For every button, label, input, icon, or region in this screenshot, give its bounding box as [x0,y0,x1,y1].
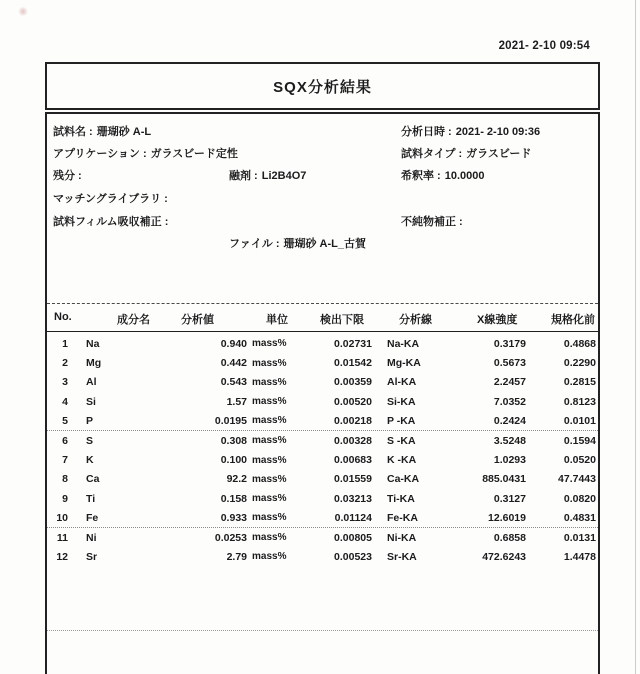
matching-library-field [53,190,172,206]
cell-no: 7 [62,454,68,467]
cell-intensity: 1.0293 [493,454,526,467]
cell-line: Al-KA [387,376,417,389]
cell-element: Ni [86,531,97,544]
sample-type-label: 試料タイプ : [401,148,463,160]
impurity-correction-field [401,213,467,229]
cell-unit: mass% [252,376,287,388]
table-row [47,431,598,450]
cell-line: Ni-KA [387,531,417,544]
cell-lld: 0.00328 [334,434,372,447]
dilution-rate-field [401,167,485,183]
col-header-intensity: X線強度 [477,314,518,326]
cell-no: 9 [62,492,68,505]
cell-element: Sr [86,550,98,563]
cell-norm: 0.0820 [563,492,596,505]
cell-value: 0.933 [220,511,247,524]
cell-unit: mass% [252,493,287,505]
cell-element: Al [86,376,97,389]
table-row [47,547,598,566]
film-absorption-label: 試料フィルム吸収補正 : [53,216,169,228]
cell-no: 4 [62,395,68,408]
cell-norm: 1.4478 [563,550,596,563]
report-title: SQX分析結果 [273,78,372,96]
cell-no: 10 [56,511,68,524]
cell-intensity: 0.5673 [493,357,526,370]
cell-intensity: 472.6243 [482,550,526,563]
col-header-no: No. [54,311,72,323]
cell-unit: mass% [252,338,287,350]
dilution-rate-label: 希釈率 : [401,170,441,182]
cell-no: 8 [62,473,68,486]
cell-norm: 0.2290 [563,357,596,370]
cell-norm: 0.4831 [563,511,596,524]
application-label: アプリケーション : [53,148,147,160]
cell-value: 0.442 [220,357,247,370]
cell-unit: mass% [252,415,287,427]
cell-norm: 0.0520 [563,454,596,467]
cell-value: 0.0195 [214,414,247,427]
sample-type-value: ガラスビード [466,148,532,160]
flux-label: 融剤 : [229,170,258,182]
cell-lld: 0.00683 [334,454,372,467]
application-field [53,145,238,161]
cell-no: 3 [62,376,68,389]
application-value: ガラスビード定性 [150,148,238,160]
info-line [47,167,598,183]
cell-intensity: 2.2457 [493,376,526,389]
cell-unit: mass% [252,532,287,544]
cell-no: 1 [62,337,68,350]
sample-type-field [401,145,531,161]
col-header-value: 分析値 [181,314,214,326]
cell-element: Ti [86,492,96,505]
cell-no: 6 [62,434,68,447]
cell-intensity: 0.3179 [493,337,526,350]
table-row [47,528,598,547]
cell-lld: 0.00359 [334,376,372,389]
table-row [47,334,598,353]
cell-no: 2 [62,357,68,370]
info-line [47,235,598,251]
cell-element: Ca [86,473,100,486]
cell-unit: mass% [252,551,287,563]
file-value: 珊瑚砂 A-L_古賀 [283,238,366,250]
cell-intensity: 3.5248 [493,434,526,447]
cell-lld: 0.00520 [334,395,372,408]
col-header-unit: 単位 [266,314,288,326]
analysis-datetime-value: 2021- 2-10 09:36 [455,126,541,138]
file-field [229,235,366,251]
analysis-datetime-label: 分析日時 : [401,126,452,138]
cell-line: Fe-KA [387,511,418,524]
cell-lld: 0.00523 [334,550,372,563]
cell-element: S [86,434,94,447]
cell-element: Fe [86,511,99,524]
col-header-line: 分析線 [399,314,432,326]
cell-unit: mass% [252,357,287,369]
cell-element: P [86,414,94,427]
col-header-component: 成分名 [117,314,150,326]
cell-intensity: 7.0352 [493,395,526,408]
sample-name-value: 珊瑚砂 A-L [96,126,152,138]
footer-dotted-line [47,630,598,631]
cell-norm: 0.0101 [563,414,596,427]
cell-unit: mass% [252,435,287,447]
table-row [47,353,598,372]
cell-unit: mass% [252,454,287,466]
flux-field [229,167,306,183]
cell-intensity: 0.6858 [493,531,526,544]
report-title-box [45,62,600,110]
dilution-rate-value: 10.0000 [444,170,485,182]
cell-value: 0.543 [220,376,247,389]
cell-element: Si [86,395,96,408]
table-row [47,470,598,489]
cell-intensity: 0.2424 [493,414,526,427]
cell-unit: mass% [252,396,287,408]
cell-norm: 0.1594 [563,434,596,447]
cell-line: K -KA [387,454,417,467]
cell-line: Sr-KA [387,550,417,563]
cell-value: 0.940 [220,337,247,350]
table-row [47,489,598,508]
cell-norm: 47.7443 [558,473,596,486]
sample-name-field [53,123,151,139]
cell-element: K [86,454,94,467]
film-absorption-field [53,213,172,229]
report-body-box [45,112,600,674]
cell-intensity: 12.6019 [488,511,526,524]
cell-lld: 0.01559 [334,473,372,486]
analysis-datetime-field [401,123,540,139]
cell-value: 0.158 [220,492,247,505]
table-body [47,334,598,567]
cell-value: 0.100 [220,454,247,467]
table-row [47,392,598,411]
residue-label: 残分 : [53,170,82,182]
table-row [47,509,598,528]
cell-no: 11 [56,531,68,544]
table-header-row [47,303,598,332]
cell-lld: 0.00805 [334,531,372,544]
info-line [47,123,598,139]
cell-intensity: 0.3127 [493,492,526,505]
file-label: ファイル : [229,238,280,250]
cell-element: Mg [86,357,102,370]
cell-line: Ca-KA [387,473,420,486]
cell-value: 0.0253 [214,531,247,544]
cell-line: P -KA [387,414,416,427]
sample-name-label: 試料名 : [53,126,93,138]
print-timestamp: 2021- 2-10 09:54 [498,40,590,52]
cell-value: 0.308 [220,434,247,447]
red-pen-mark [18,7,28,16]
cell-element: Na [86,337,100,350]
cell-line: Mg-KA [387,357,421,370]
info-line [47,190,598,206]
cell-lld: 0.02731 [334,337,372,350]
residue-field [53,167,86,183]
cell-line: Na-KA [387,337,420,350]
cell-value: 1.57 [226,395,247,408]
cell-lld: 0.01542 [334,357,372,370]
table-row [47,412,598,431]
table-row [47,450,598,469]
cell-no: 5 [62,414,68,427]
cell-value: 92.2 [226,473,247,486]
cell-no: 12 [56,550,68,563]
cell-lld: 0.03213 [334,492,372,505]
scan-edge-line [635,0,636,674]
cell-line: Si-KA [387,395,416,408]
cell-norm: 0.0131 [563,531,596,544]
cell-unit: mass% [252,473,287,485]
col-header-normalized: 規格化前 [551,314,595,326]
cell-unit: mass% [252,512,287,524]
info-line [47,145,598,161]
flux-value: Li2B4O7 [261,170,307,182]
info-line [47,213,598,229]
cell-lld: 0.01124 [334,511,372,524]
table-row [47,373,598,392]
cell-line: Ti-KA [387,492,415,505]
cell-norm: 0.4868 [563,337,596,350]
impurity-correction-label: 不純物補正 : [401,216,463,228]
cell-value: 2.79 [226,550,247,563]
cell-intensity: 885.0431 [482,473,526,486]
cell-norm: 0.2815 [563,376,596,389]
matching-library-label: マッチングライブラリ : [53,193,168,205]
cell-line: S -KA [387,434,416,447]
cell-lld: 0.00218 [334,414,372,427]
col-header-lld: 検出下限 [320,314,364,326]
cell-norm: 0.8123 [563,395,596,408]
